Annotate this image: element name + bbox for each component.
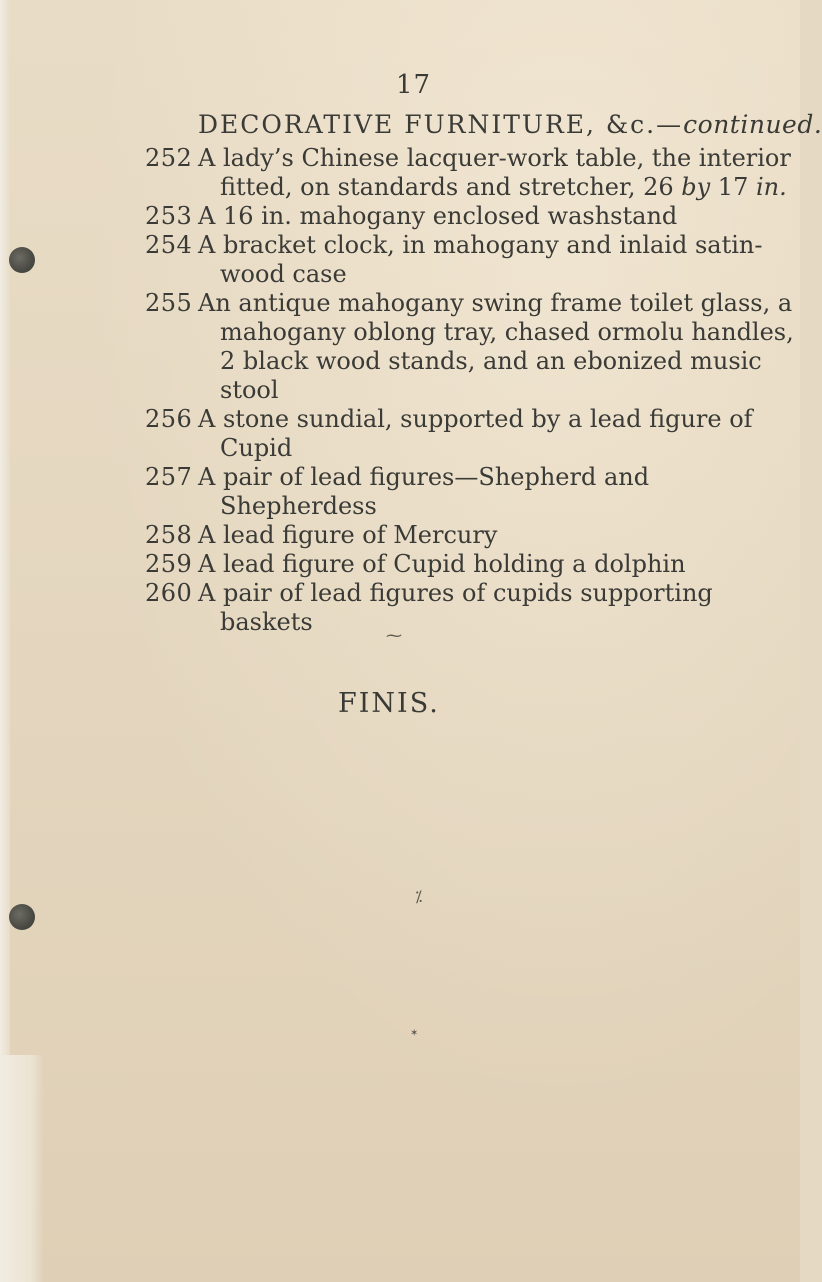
- lot-description: A 16 in. mahogany enclosed washstand: [198, 202, 678, 230]
- lot-number: 252: [145, 144, 193, 172]
- lot-item: [0, 521, 800, 550]
- punch-hole-icon: [9, 904, 35, 930]
- lot-description: A stone sundial, supported by a lead figure of Cupid: [198, 405, 753, 462]
- page-left-edge-tear: [0, 1055, 44, 1282]
- lot-number: 258: [145, 521, 193, 549]
- lot-number: 254: [145, 231, 193, 259]
- lot-description: [198, 144, 810, 202]
- lot-item: [0, 405, 800, 463]
- lot-description: A lead figure of Cupid holding a dolphin: [198, 550, 686, 578]
- lot-description: A pair of lead figures of cupids supporting baskets: [198, 579, 713, 636]
- lot-description: A lead figure of Mercury: [198, 521, 498, 549]
- lot-number: 259: [145, 550, 193, 578]
- section-continued: continued.: [683, 110, 822, 139]
- finis-text: FINIS.: [338, 688, 440, 719]
- lot-description-text: 17: [710, 173, 756, 201]
- lot-description-italic: by: [681, 173, 711, 201]
- lot-description-text: A lady’s Chinese lacquer-work table, the interior fitted, on standards and stretcher, 26: [198, 144, 791, 201]
- lot-item: [0, 463, 800, 521]
- lot-list: [0, 144, 800, 637]
- lot-description-italic: in.: [755, 173, 787, 201]
- lot-number: 256: [145, 405, 193, 433]
- lot-item: [0, 231, 800, 289]
- section-title: DECORATIVE FURNITURE, &c.—: [198, 110, 684, 139]
- ink-speck-icon: ✶: [410, 1028, 419, 1039]
- lot-description: A pair of lead figures—Shepherd and Shepherdess: [198, 463, 650, 520]
- lot-description: A bracket clock, in mahogany and inlaid satin-wood case: [198, 231, 763, 288]
- section-heading: [198, 110, 822, 139]
- lot-number: 255: [145, 289, 193, 317]
- lot-item: [0, 202, 800, 231]
- lot-item: [0, 144, 800, 202]
- lot-number: 260: [145, 579, 193, 607]
- lot-number: 257: [145, 463, 193, 491]
- lot-item: [0, 289, 800, 405]
- lot-item: [0, 550, 800, 579]
- ink-speck-icon: ⁒: [415, 887, 423, 906]
- ink-speck-icon: ⁓: [386, 626, 402, 645]
- lot-description: An antique mahogany swing frame toilet glass, a mahogany oblong tray, chased ormolu handles, 2 black wood stands, and an ebonized music stool: [198, 289, 794, 404]
- page-number: 17: [396, 70, 432, 100]
- lot-number: 253: [145, 202, 193, 230]
